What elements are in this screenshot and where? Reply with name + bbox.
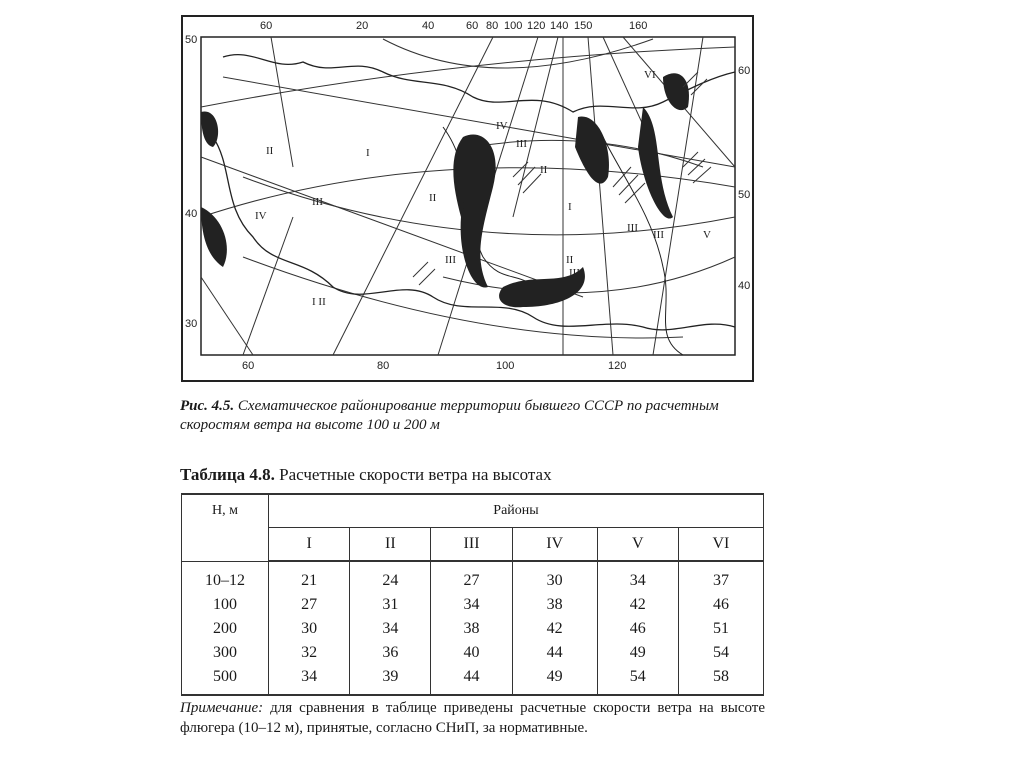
value-cell: 54 [678,641,763,665]
region-label: III [516,138,527,150]
height-cell: 300 [182,641,269,665]
table-row [182,641,764,665]
value-cell: 32 [269,641,350,665]
map-top-label: 60 [466,20,479,32]
wind-zoning-map [181,15,754,382]
table-title-text: Расчетные скорости ветра на высотах [279,465,552,484]
map-top-label: 60 [260,20,273,32]
map-right-label: 60 [738,65,751,77]
value-cell: 36 [350,641,431,665]
table-note [180,698,765,738]
note-text: для сравнения в таблице приведены расчетные скорости ветра на высоте флюгера (10–12 м), принятые, согласно СНиП, за нормативные. [180,700,765,736]
column-header: III [431,528,512,562]
map-top-label: 100 [504,20,523,32]
value-cell: 27 [269,593,350,617]
region-label: I [568,201,572,213]
map-bottom-label: 120 [608,360,627,372]
column-header: I [269,528,350,562]
value-cell: 51 [678,617,763,641]
height-cell: 200 [182,617,269,641]
region-label: II [566,254,574,266]
value-cell: 38 [512,593,597,617]
table-row [182,561,764,593]
value-cell: 42 [512,617,597,641]
value-cell: 46 [678,593,763,617]
column-header: VI [678,528,763,562]
region-label: II [459,200,467,212]
value-cell: 38 [431,617,512,641]
value-cell: 39 [350,665,431,695]
value-cell: 44 [431,665,512,695]
value-cell: 24 [350,561,431,593]
value-cell: 30 [512,561,597,593]
wind-speed-table [181,493,764,696]
map-bottom-label: 60 [242,360,255,372]
height-cell: 10–12 [182,561,269,593]
value-cell: 21 [269,561,350,593]
map-top-label: 20 [356,20,369,32]
height-header: Н, м [182,494,269,561]
map-left-label: 40 [185,208,198,220]
value-cell: 46 [597,617,678,641]
value-cell: 49 [597,641,678,665]
value-cell: 37 [678,561,763,593]
region-label: I [366,147,370,159]
region-label: IV [255,210,267,222]
column-header: IV [512,528,597,562]
value-cell: 27 [431,561,512,593]
region-label: V [703,229,711,241]
map-top-label: 40 [422,20,435,32]
map-drawing [183,17,752,380]
map-top-label: 120 [527,20,546,32]
table-row [182,665,764,695]
map-left-label: 50 [185,34,198,46]
value-cell: 34 [269,665,350,695]
value-cell: 42 [597,593,678,617]
region-label: II [429,192,437,204]
value-cell: 34 [350,617,431,641]
value-cell: 34 [597,561,678,593]
map-top-label: 160 [629,20,648,32]
map-top-label: 140 [550,20,569,32]
figure-caption-text: Схематическое районирование территории бывшего СССР по расчетным скоростям ветра на высоте 100 и 200 м [180,398,719,433]
table-row [182,617,764,641]
map-right-label: 40 [738,280,751,292]
region-label: IV [496,120,508,132]
map-top-label: 150 [574,20,593,32]
value-cell: 54 [597,665,678,695]
figure-caption [180,397,780,435]
value-cell: 30 [269,617,350,641]
value-cell: 49 [512,665,597,695]
value-cell: 40 [431,641,512,665]
region-label: III [653,229,664,241]
figure-number: Рис. 4.5. [180,398,235,414]
table-row [182,593,764,617]
height-cell: 100 [182,593,269,617]
column-header: II [350,528,431,562]
table-number: Таблица 4.8. [180,465,275,484]
region-label: III [569,267,580,279]
regions-header: Районы [269,494,764,528]
value-cell: 34 [431,593,512,617]
value-cell: 58 [678,665,763,695]
map-left-label: 30 [185,318,198,330]
table-title [180,465,552,485]
region-label: III [445,254,456,266]
map-bottom-label: 80 [377,360,390,372]
region-label: II [540,164,548,176]
map-right-label: 50 [738,189,751,201]
value-cell: 44 [512,641,597,665]
note-label: Примечание: [180,700,264,716]
column-header: V [597,528,678,562]
region-label: III [627,222,638,234]
map-top-label: 80 [486,20,499,32]
region-label: VI [644,69,656,81]
value-cell: 31 [350,593,431,617]
region-label: I II [312,296,326,308]
region-label: II [266,145,274,157]
map-bottom-label: 100 [496,360,515,372]
region-label: III [312,196,323,208]
height-cell: 500 [182,665,269,695]
